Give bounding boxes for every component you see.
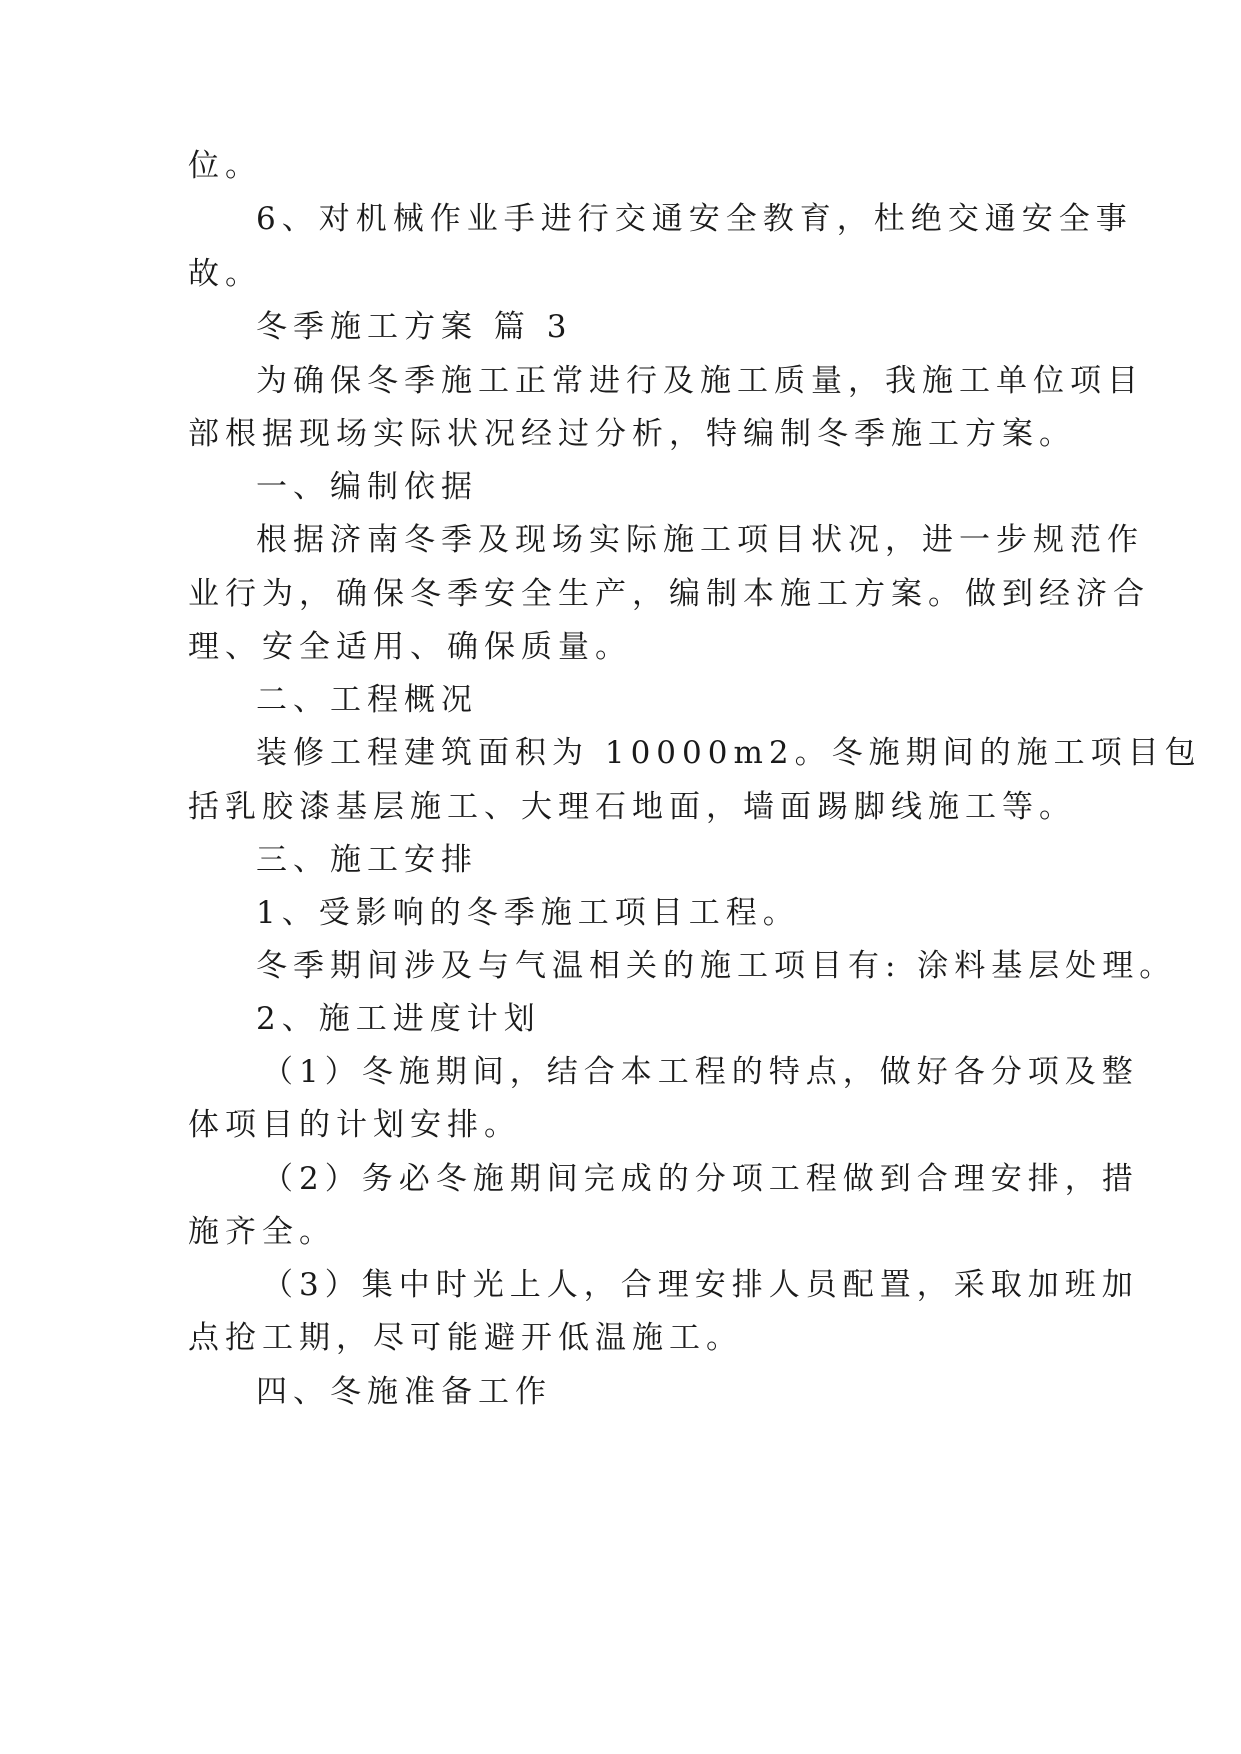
text-line: 点抢工期，尽可能避开低温施工。 [188, 1320, 743, 1356]
text-line: 括乳胶漆基层施工、大理石地面，墙面踢脚线施工等。 [188, 789, 1076, 825]
text-line: 根据济南冬季及现场实际施工项目状况，进一步规范作 [256, 522, 1144, 558]
text-line: 冬季期间涉及与气温相关的施工项目有: 涂料基层处理。 [256, 948, 1177, 984]
section-heading: 二、工程概况 [256, 682, 478, 718]
text-line: 故。 [188, 256, 262, 292]
section-heading: 四、冬施准备工作 [256, 1374, 552, 1410]
text-line: 业行为，确保冬季安全生产，编制本施工方案。做到经济合 [188, 576, 1150, 612]
text-line: 6、对机械作业手进行交通安全教育，杜绝交通安全事 [256, 201, 1133, 237]
text-line: 装修工程建筑面积为 10000m2。冬施期间的施工项目包 [256, 735, 1202, 771]
text-line: 体项目的计划安排。 [188, 1107, 521, 1143]
text-line: 位。 [188, 148, 262, 184]
text-line: （1）冬施期间，结合本工程的特点，做好各分项及整 [262, 1054, 1139, 1090]
section-heading: 2、施工进度计划 [256, 1001, 541, 1037]
text-line: （3）集中时光上人，合理安排人员配置，采取加班加 [262, 1267, 1139, 1303]
text-line: 部根据现场实际状况经过分析，特编制冬季施工方案。 [188, 416, 1076, 452]
text-line: 理、安全适用、确保质量。 [188, 629, 632, 665]
text-line: 施齐全。 [188, 1214, 336, 1250]
section-heading: 冬季施工方案 篇 3 [256, 309, 573, 345]
section-heading: 三、施工安排 [256, 842, 478, 878]
text-line: （2）务必冬施期间完成的分项工程做到合理安排，措 [262, 1161, 1139, 1197]
section-heading: 一、编制依据 [256, 469, 478, 505]
text-line: 为确保冬季施工正常进行及施工质量，我施工单位项目 [256, 363, 1144, 399]
text-line: 1、受影响的冬季施工项目工程。 [256, 895, 800, 931]
